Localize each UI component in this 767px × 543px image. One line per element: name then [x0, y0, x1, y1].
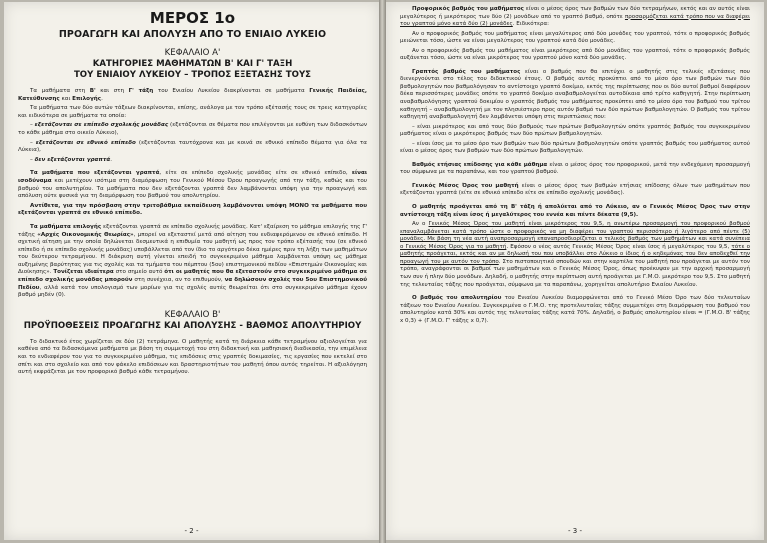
third-grader-case-1: – είναι μικρότερος και από τους δύο βαθμούς των πρώτων βαθμολογητών οπότε γραπτός βαθμός του συγκεκριμένου μαθήματος είναι ο μικρότερος βαθμός των δύο πρώτων βαθμολογητών. [400, 123, 750, 138]
oral-grade-rule-2: Αν ο προφορικός βαθμός του μαθήματος είναι μικρότερος από δύο μονάδες του γραπτού, τότε ο προφορικός βαθμός αυξάνεται τόσο, ώστε να είναι μικρότερος του γραπτού μόνο κατά δύο μονάδες. [400, 47, 750, 62]
chapter-a-paragraph-5: Τα μαθήματα επιλογής εξετάζονται γραπτά σε επίπεδο σχολικής μονάδας. Κατ' εξαίρεση το μάθημα επιλογής της Γ' τάξης «Αρχές Οικονομικής Θεωρίας», μπορεί να εξεταστεί μετά από αίτηση του ενδιαφερόμενου σε εθνικό επίπεδο. Η σχετική αίτηση με την οποία δηλώνεται δεσμευτικά η επιθυμία του μαθητή ως προς τον τρόπο εξέτασής του (σε εθνικό επίπεδο ή σε επίπεδο σχολικής μονάδας) υποβάλλεται από τον ίδιο το αργότερο δέκα ημέρες πριν τη λήξη των μαθημάτων του δεύτερου τετραμήνου. Η διάκριση αυτή γίνεται επειδή το συγκεκριμένο μάθημα λαμβάνεται υπόψη ως μάθημα αυξημένης βαρύτητας για τις σχολές και τα τμήματα του πέμπτου (5ου) επιστημονικού πεδίου «Επιστημών Οικονομίας και Διοίκησης». Τονίζεται ιδιαίτερα στο σημείο αυτό ότι οι μαθητές που θα εξεταστούν στο συγκεκριμένο μάθημα σε επίπεδο σχολικής μονάδας μπορούν στη συνέχεια, αν το επιθυμούν, να δηλώσουν σχολές του 5ου Επιστημονικού Πεδίου, αλλά κατά τον υπολογισμό των μορίων για τις σχολές αυτές θεωρείται ότι στο συγκεκριμένο μάθημα έχουν βαθμό μηδέν (0). [18, 223, 367, 299]
chapter-a-paragraph-1: Τα μαθήματα στη Β' και στη Γ' τάξη του Ενιαίου Λυκείου διακρίνονται σε μαθήματα Γενικής Παιδείας, Κατεύθυνσης και Επιλογής. [18, 88, 368, 102]
right-page [386, 2, 764, 540]
third-grader-case-2: – είναι ίσος με το μέσο όρο των βαθμών των δύο πρώτων βαθμολογητών οπότε γραπτός βαθμός του μαθήματος αυτού είναι ο μέσος όρος των βαθμών των δύο πρώτων βαθμολογητών. [400, 140, 750, 155]
part-title: ΜΕΡΟΣ 1ο [149, 9, 236, 27]
oral-grade-paragraph: Προφορικός βαθμός του μαθήματος είναι ο μέσος όρος των βαθμών των δύο τετραμήνων, εκτός και αν αυτός είναι μεγαλύτερος ή μικρότερος των δύο (2) μονάδων από το γραπτό βαθμό, οπότε προσαρμόζεται κατά τρόπο που να διαφέρει του γραπτού μόνο κατά δύο (2) μονάδες. Ειδικότερα: [400, 6, 750, 28]
exam-category-item-2: – εξετάζονται σε εθνικό επίπεδο (εξετάζονται ταυτόχρονα και με κοινά σε εθνικό επίπεδο θέματα για όλα τα Λύκεια), [18, 139, 367, 154]
page-number-right: - 3 - [568, 527, 582, 535]
left-page-content [18, 9, 367, 379]
chapter-a-paragraph-4: Αντίθετα, για την πρόσβαση στην τριτοβάθμια εκπαίδευση λαμβάνονται υπόψη ΜΟΝΟ τα μαθήματα που εξετάζονται γραπτά σε εθνικό επίπεδο. [18, 202, 367, 217]
chapter-a-number: ΚΕΦΑΛΑΙΟ Α' [164, 48, 221, 58]
chapter-b-number: ΚΕΦΑΛΑΙΟ Β' [164, 309, 221, 320]
chapter-a-paragraph-3: Τα μαθήματα που εξετάζονται γραπτά, είτε σε επίπεδο σχολικής μονάδας είτε σε εθνικό επίπεδο, είναι ισοδύναμα και μετέχουν ισότιμα στη διαμόρφωση του Γενικού Μέσου Όρου προαγωγής από την τάξη, καθώς και του βαθμού του απολυτηρίου. Τα μαθήματα που δεν εξετάζονται γραπτά δεν λαμβάνονται υπόψη για την προαγωγή και απόλυση ούτε φυσικά για τη διαμόρφωση του βαθμού του απολυτηρίου. [18, 170, 368, 200]
right-page-content [400, 6, 750, 327]
annual-grade-paragraph: Βαθμός ετήσιας επίδοσης για κάθε μάθημα είναι ο μέσος όρος του προφορικού, μετά την ενδεχόμενη προσαρμογή του σύμφωνα με τα παραπάνω, και του γραπτού βαθμού. [400, 161, 750, 176]
chapter-b-title: ΠΡΟΫΠΟΘΕΣΕΙΣ ΠΡΟΑΓΩΓΗΣ ΚΑΙ ΑΠΟΛΥΣΗΣ - ΒΑΘΜΟΣ ΑΠΟΛΥΤΗΡΙΟΥ [23, 320, 362, 331]
oral-grade-rule-1: Αν ο προφορικός βαθμός του μαθήματος είναι μεγαλύτερος από δύο μονάδες του γραπτού, τότε ο προφορικός βαθμός μειώνεται τόσο, ώστε να είναι μεγαλύτερος του γραπτού κατά δύο μονάδες. [400, 30, 750, 45]
readjustment-paragraph: Αν ο Γενικός Μέσος Όρος του μαθητή είναι μικρότερος του 9,5, η ανωτέρω προσαρμογή του προφορικού βαθμού επαναλαμβάνεται κατά τρόπο ώστε ο προφορικός να μη διαφέρει του γραπτού περισσότερο ή λιγότερο από πέντε (5) μονάδες. Με βάση τη νέα αυτή αναπροσαρμογή επαναπροσδιορίζεται ο τελικός βαθμός των μαθημάτων και κατά συνέπεια ο Γενικός Μέσος Όρος για το μαθητή. Εφόσον ο νέος αυτός Γενικός Μέσος Όρος είναι ίσος ή μεγαλύτερος του 9,5, τότε ο μαθητής προάγεται, εκτός και αν με δηλωσή του που υποβάλλει στο Λύκειο ο ίδιος ή ο κηδεμόνας του δεν αποδεχθεί την προαγωγή του με αυτόν τον τρόπο. Στο πιστοποιητικό σπουδών και στην καρτέλα του μαθητή που προάγεται με αυτόν τον τρόπο, αναγράφονται οι βαθμοί των μαθημάτων και ο Γενικός Μέσος Όρος, όπως προέκυψαν με την αρχική προσαρμογή των συν ή πλην δύο μονάδων. Δηλαδή, ο μαθητής στην περίπτωση αυτή προάγεται με Γ.Μ.Ο. μικρότερο του 9,5. Στο μαθητή της τελευταίας τάξης που προάγεται, σύμφωνα με τα παραπάνω, χορηγείται απολυτήριο Ενιαίου Λυκείου. [400, 221, 750, 288]
book-gutter [379, 0, 386, 543]
written-grade-paragraph: Γραπτός βαθμός του μαθήματος είναι ο βαθμός που θα επιτύχει ο μαθητής στις τελικές εξετάσεις που διενεργούνται στο τέλος του διδακτικού έτους. Ο βαθμός αυτός προκύπτει από το μέσο όρο των βαθμών των δύο βαθμολογητών που βαθμολόγησαν το αντίστοιχο γραπτό δοκίμιο, εκτός της περίπτωσης που οι δύο αυτοί βαθμοί διαφέρουν δέκα περισσότερες μονάδες οπότε το γραπτό δοκίμιο αναβαθμολογείται αυτοδίκαια από τρίτο καθηγητή. Στην περίπτωση αναβαθμολόγησης γραπτού δοκιμίου ο γραπτός βαθμός του μαθήματος προκύπτει από το μέσο όρο του βαθμού του τρίτου καθηγητή – αναβαθμολογητή με τον πλησιέστερο προς αυτόν βαθμό των δύο πρώτων βαθμολογητών. Ο βαθμός του τρίτου καθηγητή αναβαθμολογητή δεν λαμβάνεται υπόψη στις περιπτώσεις που: [400, 68, 750, 121]
exam-category-item-1: – εξετάζονται σε επίπεδο σχολικής μονάδας (εξετάζονται σε θέματα που επιλέγονται με ευθύνη των διδασκόντων το κάθε μάθημα στο οικείο Λύκειο), [18, 122, 367, 136]
chapter-b-paragraph-1: Το διδακτικό έτος χωρίζεται σε δύο (2) τετράμηνα. Ο μαθητής κατά τη διάρκεια κάθε τετραμήνου αξιολογείται για καθένα από τα διδασκόμενα μαθήματα με βάση τη συμμετοχή του στη διδακτική και μαθησιακή διαδικασία, την επιμέλεια και το ενδιαφέρον του για το συγκεκριμένο μάθημα, τις επιδόσεις στις γραπτές δοκιμασίες, τις εργασίες που εκτελεί στο σπίτι και στο σχολείο και από τον φάκελο επιδόσεων και δραστηριοτήτων του μαθητή όπου αυτός τηρείται. Η αξιολόγηση αυτή εκφράζεται με τον προφορικό βαθμό κάθε τετραμήνου. [18, 338, 367, 376]
chapter-b-heading [18, 310, 367, 332]
chapter-a-paragraph-2: Τα μαθήματα των δύο αυτών τάξεων διακρίνονται, επίσης, ανάλογα με τον τρόπο εξέτασής τους σε τρεις κατηγορίες και ειδικότερα σε μαθήματα τα οποία: [18, 105, 367, 119]
part-subtitle: ΠΡΟΑΓΩΓΗ ΚΑΙ ΑΠΟΛΥΣΗ ΑΠΟ ΤΟ ΕΝΙΑΙΟ ΛΥΚΕΙΟ [58, 29, 327, 40]
chapter-a-heading [18, 48, 367, 81]
promotion-rule-paragraph: Ο μαθητής προάγεται από τη Β' τάξη ή απολύεται από το Λύκειο, αν ο Γενικός Μέσος Όρος των στην αντίστοιχη τάξη είναι ίσος ή μεγαλύτερος του εννέα και πέντε δέκατα (9,5). [400, 204, 750, 218]
exam-category-item-3: – δεν εξετάζονται γραπτά. [30, 156, 113, 163]
chapter-a-title-line2: ΤΟΥ ΕΝΙΑΙΟΥ ΛΥΚΕΙΟΥ – ΤΡΟΠΟΣ ΕΞΕΤΑΣΗΣ ΤΟΥΣ [73, 70, 312, 80]
general-average-paragraph: Γενικός Μέσος Όρος του μαθητή είναι ο μέσος όρος των βαθμών ετήσιας επίδοσης όλων των μαθημάτων που εξετάζονται γραπτά (είτε σε εθνικό επίπεδο είτε σε επίπεδο σχολικής μονάδας). [400, 182, 750, 197]
diploma-grade-paragraph: Ο βαθμός του απολυτηρίου του Ενιαίου Λυκείου διαμορφώνεται από το Γενικό Μέσο Όρο των δύο τελευταίων τάξεων του Ενιαίου Λυκείου. Συγκεκριμένα ο Γ.Μ.Ο. της προτελευταίας τάξης συμμετέχει στη διαμόρφωση του βαθμού του απολυτηρίου κατά 30% και αυτός της τελευταίας τάξης κατά 70%. Δηλαδή, ο βαθμός απολυτηρίου είναι = (Γ.Μ.Ο. Β' τάξης x 0,3) + (Γ.Μ.Ο. Γ' τάξης x 0,7). [400, 295, 750, 324]
page-number-left: - 2 - [184, 527, 199, 535]
left-page [4, 2, 379, 540]
chapter-a-title-line1: ΚΑΤΗΓΟΡΙΕΣ ΜΑΘΗΜΑΤΩΝ Β' ΚΑΙ Γ' ΤΑΞΗ [92, 59, 293, 69]
